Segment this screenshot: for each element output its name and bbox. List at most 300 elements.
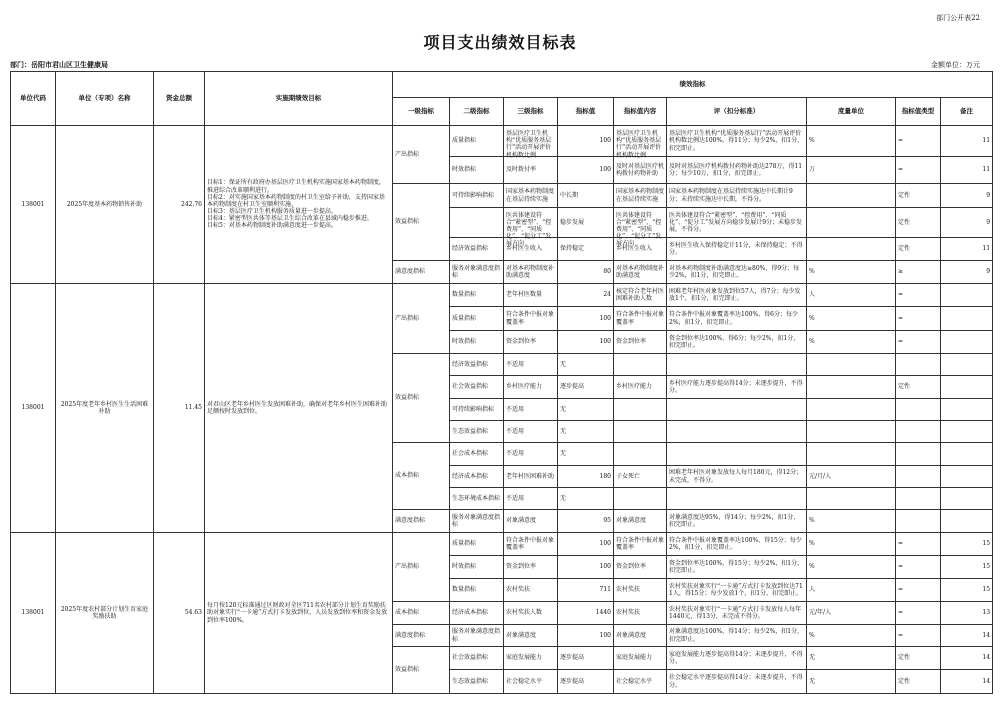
- indicator-level1: 效益指标: [393, 647, 450, 694]
- scoring-standard: [667, 443, 807, 466]
- indicator-level3: [504, 466, 558, 488]
- value-type: 定性: [896, 670, 941, 694]
- measure-unit: [807, 421, 896, 443]
- indicator-level3-text: 乡村医生收入: [506, 245, 543, 253]
- indicator-content: [614, 533, 667, 556]
- indicator-content: [614, 354, 667, 376]
- indicator-level3-text: 国家基本药物制度在基层持续实施: [506, 188, 555, 203]
- table-row: [11, 284, 993, 307]
- value-type: 定性: [896, 647, 941, 670]
- indicator-content: [614, 579, 667, 602]
- scoring-standard: [667, 556, 807, 579]
- indicator-level3: [504, 284, 558, 307]
- scoring-standard: [667, 376, 807, 399]
- indicator-level3: [504, 184, 558, 208]
- indicator-value: 无: [558, 443, 614, 466]
- remark: 14: [941, 670, 993, 694]
- header-level1: 一级指标: [393, 98, 450, 126]
- indicator-content-text: 对象满意度: [616, 631, 647, 639]
- indicator-value: 逐步提高: [558, 647, 614, 670]
- project-goal: 目标1：保证所有政府办基层医疗卫生机构实施国家基本药物制度，推进综合改革顺利进行。 目标2：对实施国家基本药物制度的村卫生室给予补助，支持国家基本药物制度在村卫生室顺利实施。 目标3：基层医疗卫生机构服务质量进一步提高。 目标4：紧密型医共体等基层卫生综合改革在县域内稳步推进。 目标5：对基本药物制度补助满意度进一步提高。: [205, 126, 393, 284]
- scoring-standard: [667, 307, 807, 331]
- indicator-level3: [504, 510, 558, 533]
- indicator-content-text: 农村奖扶: [616, 586, 641, 594]
- scoring-standard-text: 乡村医疗能力逐步提高得14分；未逐步提升，不得分。: [669, 379, 803, 394]
- value-type: 定性: [896, 184, 941, 208]
- indicator-content: [614, 376, 667, 399]
- indicator-level2: 时效指标: [450, 157, 504, 184]
- measure-unit: %: [807, 331, 896, 354]
- project-unit-code: 138001: [11, 533, 56, 694]
- scoring-standard: [667, 510, 807, 533]
- indicator-content-text: 资金到位率: [616, 563, 647, 571]
- performance-table: [10, 71, 993, 694]
- indicator-level1: 满意度指标: [393, 261, 450, 284]
- indicator-level1: 满意度指标: [393, 625, 450, 647]
- indicator-value: 稳步发展: [558, 208, 614, 238]
- scoring-standard-text: 困难老年村医对象发放到位57人，得7分；每少发放1个，扣1分，扣完即止。: [669, 287, 801, 302]
- indicator-level2: [450, 208, 504, 238]
- indicator-value: 无: [558, 354, 614, 376]
- indicator-level2: 质量指标: [450, 533, 504, 556]
- indicator-content: [614, 157, 667, 184]
- measure-unit: 无: [807, 670, 896, 694]
- measure-unit: 元/月/人: [807, 466, 896, 488]
- indicator-level2: 服务对象满意度指标: [450, 510, 504, 533]
- indicator-value: 180: [558, 466, 614, 488]
- value-type: =: [896, 307, 941, 331]
- indicator-level3-text: 对象满意度: [506, 631, 537, 639]
- project-name: 2025年度基本药物销售补助: [56, 126, 154, 284]
- scoring-standard: [667, 261, 807, 284]
- scoring-standard: [667, 157, 807, 184]
- measure-unit: 人: [807, 284, 896, 307]
- indicator-level3-text: 及时拨付率: [506, 166, 537, 174]
- indicator-content-text: 资金到位率: [616, 338, 647, 346]
- indicator-level2: 服务对象满意度指标: [450, 625, 504, 647]
- indicator-level2: 经济成本指标: [450, 602, 504, 625]
- indicator-value: 无: [558, 488, 614, 510]
- indicator-content: [614, 510, 667, 533]
- measure-unit: %: [807, 510, 896, 533]
- scoring-standard-text: 农村奖扶对象实行“一卡通”方式打卡发放到位达711人，得15分；每少发放1个，扣1分，扣完即止。: [669, 582, 803, 597]
- value-type: =: [896, 533, 941, 556]
- scoring-standard: [667, 579, 807, 602]
- measure-unit: %: [807, 307, 896, 331]
- indicator-level3-text: 不适用: [506, 405, 525, 413]
- indicator-content: [614, 284, 667, 307]
- indicator-level1: 满意度指标: [393, 510, 450, 533]
- indicator-level1: 成本指标: [393, 443, 450, 510]
- scoring-standard: [667, 602, 807, 625]
- performance-table-wrapper: [10, 71, 992, 694]
- indicator-content: [614, 647, 667, 670]
- indicator-level2: 社会效益指标: [450, 647, 504, 670]
- remark: [941, 510, 993, 533]
- project-goal: 每月按120元标准通过区财政对全区711名农村部分计划生育奖励扶助对象实行“一卡通”方式打卡发放到位，人员发放到位率和资金发放到位率100%。: [205, 533, 393, 694]
- indicator-level1: 产出指标: [393, 126, 450, 184]
- indicator-level2: 社会成本指标: [450, 443, 504, 466]
- indicator-level3-text: 社会稳定水平: [506, 677, 543, 685]
- indicator-level3: [504, 157, 558, 184]
- remark: 9: [941, 208, 993, 238]
- indicator-value: 无: [558, 421, 614, 443]
- header-unit-code: 单位代码: [11, 72, 56, 126]
- project-total-funds: 11.45: [154, 284, 205, 533]
- indicator-content-text: 家庭发展能力: [616, 654, 653, 662]
- indicator-level1: 产出指标: [393, 533, 450, 602]
- indicator-value: 无: [558, 399, 614, 421]
- indicator-value: 中长期: [558, 184, 614, 208]
- indicator-level3: [504, 533, 558, 556]
- indicator-level3-text: 符合条件中报对象覆盖率: [506, 536, 555, 551]
- header-remark: 备注: [941, 98, 993, 126]
- measure-unit: %: [807, 126, 896, 157]
- scoring-standard-text: 符合条件中报对象覆盖率达100%，得6分；每少2%，扣1分，扣完即止。: [669, 311, 798, 326]
- indicator-value: 100: [558, 625, 614, 647]
- indicator-content-text: 乡村医生收入: [616, 245, 653, 253]
- value-type: [896, 443, 941, 466]
- indicator-level2: 时效指标: [450, 331, 504, 354]
- project-name: 2025年度老年乡村医生生活困难补助: [56, 284, 154, 533]
- indicator-level3: [504, 376, 558, 399]
- indicator-content: [614, 399, 667, 421]
- value-type: [896, 399, 941, 421]
- indicator-level3-text: 不适用: [506, 494, 525, 502]
- indicator-level3-text: 乡村医疗能力: [506, 383, 543, 391]
- remark: 11: [941, 238, 993, 261]
- scoring-standard-text: 符合条件中报对象覆盖率达100%，得15分；每少2%，扣1分，扣完即止。: [669, 536, 802, 551]
- header-content: 指标值内容: [614, 98, 667, 126]
- indicator-value: 100: [558, 556, 614, 579]
- scoring-standard-text: 医共体建设符合“紧密型”、“控费用”、“同质化”、“促分工”发展方向稳步发展计9分；未稳步发展，不得分。: [669, 211, 803, 234]
- page-corner-label: 部门公开表22: [936, 14, 980, 22]
- remark: [941, 307, 993, 331]
- scoring-standard-text: 农村奖扶对象实行“一卡通”方式打卡发放每人每年1440元，得13分，未完成不得分。: [669, 605, 802, 620]
- value-type: =: [896, 331, 941, 354]
- indicator-level3-text: 家庭发展能力: [506, 654, 543, 662]
- indicator-level3-text: 不适用: [506, 360, 525, 368]
- indicator-value: 100: [558, 533, 614, 556]
- indicator-content: [614, 208, 667, 248]
- remark: [941, 466, 993, 488]
- indicator-content: [614, 331, 667, 354]
- indicator-value: 24: [558, 284, 614, 307]
- indicator-content-text: 对基本药物制度补助满意度: [616, 264, 665, 279]
- indicator-level3-text: 资金到位率: [506, 338, 537, 346]
- indicator-level3: [504, 579, 558, 602]
- value-type: =: [896, 157, 941, 184]
- indicator-level3-text: 老年村医困难补助: [506, 472, 555, 480]
- indicator-content-text: 核定符合老年村医困难补助人数: [616, 287, 665, 302]
- indicator-content-text: 符合条件中报对象覆盖率: [616, 536, 665, 551]
- value-type: =: [896, 556, 941, 579]
- measure-unit: [807, 399, 896, 421]
- indicator-level3: [504, 354, 558, 376]
- remark: [941, 488, 993, 510]
- scoring-standard-text: 社会稳定水平逐步提高得14分；未逐步提升，不得分。: [669, 674, 803, 689]
- indicator-content-text: 农村奖扶: [616, 609, 641, 617]
- indicator-content: [614, 126, 667, 157]
- indicator-level2: 数量指标: [450, 284, 504, 307]
- indicator-level2: 生态效益指标: [450, 421, 504, 443]
- project-name: 2025年度农村部分计划生育家庭奖励扶助: [56, 533, 154, 694]
- scoring-standard: [667, 488, 807, 510]
- value-type: =: [896, 625, 941, 647]
- remark: 13: [941, 602, 993, 625]
- indicator-content-text: 及时对基层医疗机构拨付药物补助: [616, 162, 665, 177]
- value-type: [896, 354, 941, 376]
- remark: 11: [941, 126, 993, 157]
- indicator-level1: 效益指标: [393, 184, 450, 261]
- scoring-standard-text: 乡村医生收入保持稳定计11分，未保持稳定；不得分。: [669, 241, 803, 256]
- remark: [941, 284, 993, 307]
- scoring-standard: [667, 421, 807, 443]
- scoring-standard: [667, 184, 807, 208]
- indicator-level3: [504, 443, 558, 466]
- measure-unit: [807, 354, 896, 376]
- department-label: 部门：岳阳市君山区卫生健康局: [10, 60, 108, 69]
- indicator-content-text: 子女死亡: [616, 472, 641, 480]
- indicator-content-text: 国家基本药物制度在基层持续实施: [616, 188, 665, 203]
- remark: [941, 421, 993, 443]
- value-type: =: [896, 579, 941, 602]
- indicator-value: 80: [558, 261, 614, 284]
- indicator-content-text: 对象满意度: [616, 517, 647, 525]
- indicator-level3: [504, 421, 558, 443]
- indicator-content: [614, 556, 667, 579]
- measure-unit: [807, 238, 896, 261]
- indicator-level3: [504, 261, 558, 284]
- value-type: 定性: [896, 376, 941, 399]
- indicator-level3: [504, 307, 558, 331]
- scoring-standard-text: 家庭发展能力逐步提高得14分；未逐步提升，不得分。: [669, 650, 803, 665]
- measure-unit: [807, 488, 896, 510]
- scoring-standard-text: 对基本药物制度补助满意度达≥80%，得9分；每少2%，扣1分，扣完即止。: [669, 264, 800, 279]
- indicator-level3-text: 农村奖扶人数: [506, 609, 543, 617]
- measure-unit: 无: [807, 647, 896, 670]
- indicator-content: [614, 184, 667, 208]
- remark: 14: [941, 647, 993, 670]
- indicator-level3: [504, 670, 558, 694]
- measure-unit: %: [807, 261, 896, 284]
- scoring-standard: [667, 331, 807, 354]
- indicator-level3-text: 不适用: [506, 450, 525, 458]
- indicator-level2: 经济效益指标: [450, 354, 504, 376]
- scoring-standard: [667, 533, 807, 556]
- indicator-level2: 生态效益指标: [450, 670, 504, 694]
- value-type: 定性: [896, 208, 941, 238]
- indicator-level3-text: 基层医疗卫生机构“优质服务基层行”活动开展评价机构数比例: [506, 130, 552, 159]
- indicator-value: 95: [558, 510, 614, 533]
- header-unit-name: 单位（专项）名称: [56, 72, 154, 126]
- indicator-value: 100: [558, 126, 614, 157]
- scoring-standard: [667, 284, 807, 307]
- remark: 15: [941, 556, 993, 579]
- indicator-level3: [504, 488, 558, 510]
- remark: 15: [941, 579, 993, 602]
- indicator-level3-text: 资金到位率: [506, 563, 537, 571]
- header-level3: 三级指标: [504, 98, 558, 126]
- indicator-content: [614, 602, 667, 625]
- indicator-level2: 经济成本指标: [450, 466, 504, 488]
- indicator-level2: 可持续影响指标: [450, 399, 504, 421]
- remark: 15: [941, 533, 993, 556]
- indicator-value: 100: [558, 331, 614, 354]
- indicator-content: [614, 670, 667, 694]
- value-type: ≥: [896, 261, 941, 284]
- indicator-level3: [504, 208, 558, 248]
- project-unit-code: 138001: [11, 126, 56, 284]
- value-type: [896, 421, 941, 443]
- indicator-content-text: 医共体建设符合“紧密型”、“控费用”、“同质化”、“促分工”发展方向: [616, 211, 662, 248]
- scoring-standard-text: 困难老年村医对象发放每人每月180元，得12分；未完成，不得分。: [669, 469, 803, 484]
- scoring-standard: [667, 238, 807, 261]
- indicator-level2: 数量指标: [450, 579, 504, 602]
- indicator-level2: 质量指标: [450, 307, 504, 331]
- scoring-standard-text: 基层医疗卫生机构“优质服务基层行”活动开展评价机构数比例达100%，得11分；每少2%，扣1分，扣完即止。: [669, 130, 804, 152]
- scoring-standard: [667, 670, 807, 694]
- measure-unit: [807, 376, 896, 399]
- value-type: =: [896, 284, 941, 307]
- remark: [941, 331, 993, 354]
- indicator-level2: 社会效益指标: [450, 376, 504, 399]
- value-type: [896, 488, 941, 510]
- scoring-standard: [667, 208, 807, 238]
- indicator-level3-text: 不适用: [506, 427, 525, 435]
- indicator-value: 逐步提高: [558, 376, 614, 399]
- indicator-level3-text: 对象满意度: [506, 517, 537, 525]
- value-type: =: [896, 602, 941, 625]
- value-type: =: [896, 126, 941, 157]
- indicator-value: 100: [558, 307, 614, 331]
- header-value: 指标值: [558, 98, 614, 126]
- measure-unit: [807, 443, 896, 466]
- indicator-content: [614, 421, 667, 443]
- header-measure-unit: 度量单位: [807, 98, 896, 126]
- value-type: [896, 466, 941, 488]
- indicator-content-text: 基层医疗卫生机构“优质服务基层行”活动开展评价机构数比例: [616, 130, 662, 159]
- indicator-content: [614, 261, 667, 284]
- indicator-level3-text: 符合条件中报对象覆盖率: [506, 311, 555, 326]
- indicator-level3-text: 对基本药物制度补助满意度: [506, 264, 555, 279]
- remark: 14: [941, 625, 993, 647]
- indicator-level3: [504, 556, 558, 579]
- indicator-value: 100: [558, 157, 614, 184]
- indicator-value: 711: [558, 579, 614, 602]
- measure-unit: 万: [807, 157, 896, 184]
- measure-unit: [807, 208, 896, 238]
- remark: [941, 399, 993, 421]
- indicator-level2: 服务对象满意度指标: [450, 261, 504, 284]
- value-type: 定性: [896, 238, 941, 261]
- value-type: [896, 510, 941, 533]
- remark: 11: [941, 157, 993, 184]
- indicator-value: 逐步提高: [558, 670, 614, 694]
- remark: 9: [941, 261, 993, 284]
- header-total-funds: 资金总额: [154, 72, 205, 126]
- indicator-level2: 生态环境成本指标: [450, 488, 504, 510]
- indicator-value: 保持稳定: [558, 238, 614, 261]
- indicator-level2: 经济效益指标: [450, 238, 504, 261]
- indicator-level3: [504, 126, 558, 157]
- measure-unit: [807, 184, 896, 208]
- indicator-level3: [504, 625, 558, 647]
- indicator-level3: [504, 331, 558, 354]
- scoring-standard: [667, 466, 807, 488]
- indicator-level1: 效益指标: [393, 354, 450, 443]
- measure-unit: 元/年/人: [807, 602, 896, 625]
- indicator-level2: 质量指标: [450, 126, 504, 157]
- measure-unit: %: [807, 533, 896, 556]
- indicator-level3: [504, 399, 558, 421]
- indicator-content-text: 符合条件中报对象覆盖率: [616, 311, 665, 326]
- scoring-standard: [667, 647, 807, 670]
- scoring-standard-text: 及时对基层医疗机构拨付药物补助达278万，得11分；每少10万，扣1分，扣完即止。: [669, 162, 803, 177]
- project-unit-code: 138001: [11, 284, 56, 533]
- indicator-content: [614, 466, 667, 488]
- remark: [941, 443, 993, 466]
- scoring-standard: [667, 354, 807, 376]
- table-header: [11, 72, 993, 126]
- table-row: [11, 126, 993, 157]
- scoring-standard: [667, 126, 807, 157]
- indicator-level2: 时效指标: [450, 556, 504, 579]
- indicator-level3: [504, 647, 558, 670]
- header-performance: 绩效指标: [393, 72, 993, 98]
- scoring-standard-text: 资金到位率达100%，得15分；每少2%，扣1分，扣完即止。: [669, 559, 804, 574]
- scoring-standard: [667, 399, 807, 421]
- indicator-level3-text: 老年村医数量: [506, 291, 543, 299]
- scoring-standard-text: 国家基本药物制度在基层持续实施达中长期计9分；未持续实施达中长期，不得分。: [669, 188, 793, 203]
- currency-unit-label: 金额单位：万元: [931, 61, 980, 69]
- remark: [941, 376, 993, 399]
- table-body: [11, 126, 993, 694]
- measure-unit: %: [807, 625, 896, 647]
- indicator-level1: 产出指标: [393, 284, 450, 354]
- indicator-content: [614, 307, 667, 331]
- header-goal: 实施期绩效目标: [205, 72, 393, 126]
- scoring-standard-text: 资金到位率达100%，得6分；每少2%，扣1分，扣完即止。: [669, 334, 800, 349]
- indicator-level1: 成本指标: [393, 602, 450, 625]
- scoring-standard-text: 对象满意度达95%，得14分；每少2%，扣1分，扣完即止。: [669, 513, 800, 528]
- measure-unit: 人: [807, 579, 896, 602]
- indicator-level2: 可持续影响指标: [450, 184, 504, 208]
- header-scoring: 评（扣分标准）: [667, 98, 807, 126]
- indicator-level3-text: 医共体建设符合“紧密型”、“控费用”、“同质化”、“促分工”发展方向: [506, 211, 552, 248]
- indicator-level3-text: 农村奖扶: [506, 586, 531, 594]
- scoring-standard: [667, 625, 807, 647]
- header-value-type: 指标值类型: [896, 98, 941, 126]
- indicator-content-text: 社会稳定水平: [616, 677, 653, 685]
- indicator-content: [614, 443, 667, 466]
- measure-unit: %: [807, 556, 896, 579]
- header-level2: 二级指标: [450, 98, 504, 126]
- indicator-content: [614, 625, 667, 647]
- indicator-level3: [504, 602, 558, 625]
- project-total-funds: 54.63: [154, 533, 205, 694]
- table-row: [11, 533, 993, 556]
- indicator-value: 1440: [558, 602, 614, 625]
- project-total-funds: 242.76: [154, 126, 205, 284]
- remark: [941, 354, 993, 376]
- scoring-standard-text: 对象满意度达100%，得14分；每少2%，扣1分，扣完即止。: [669, 628, 804, 643]
- page-title: 项目支出绩效目标表: [423, 33, 577, 52]
- indicator-content: [614, 488, 667, 510]
- remark: 9: [941, 184, 993, 208]
- indicator-content-text: 乡村医疗能力: [616, 383, 653, 391]
- project-goal: 对君山区老年乡村医生发放困难补助，确保对老年乡村医生困难补助足额按时发放到位。: [205, 284, 393, 533]
